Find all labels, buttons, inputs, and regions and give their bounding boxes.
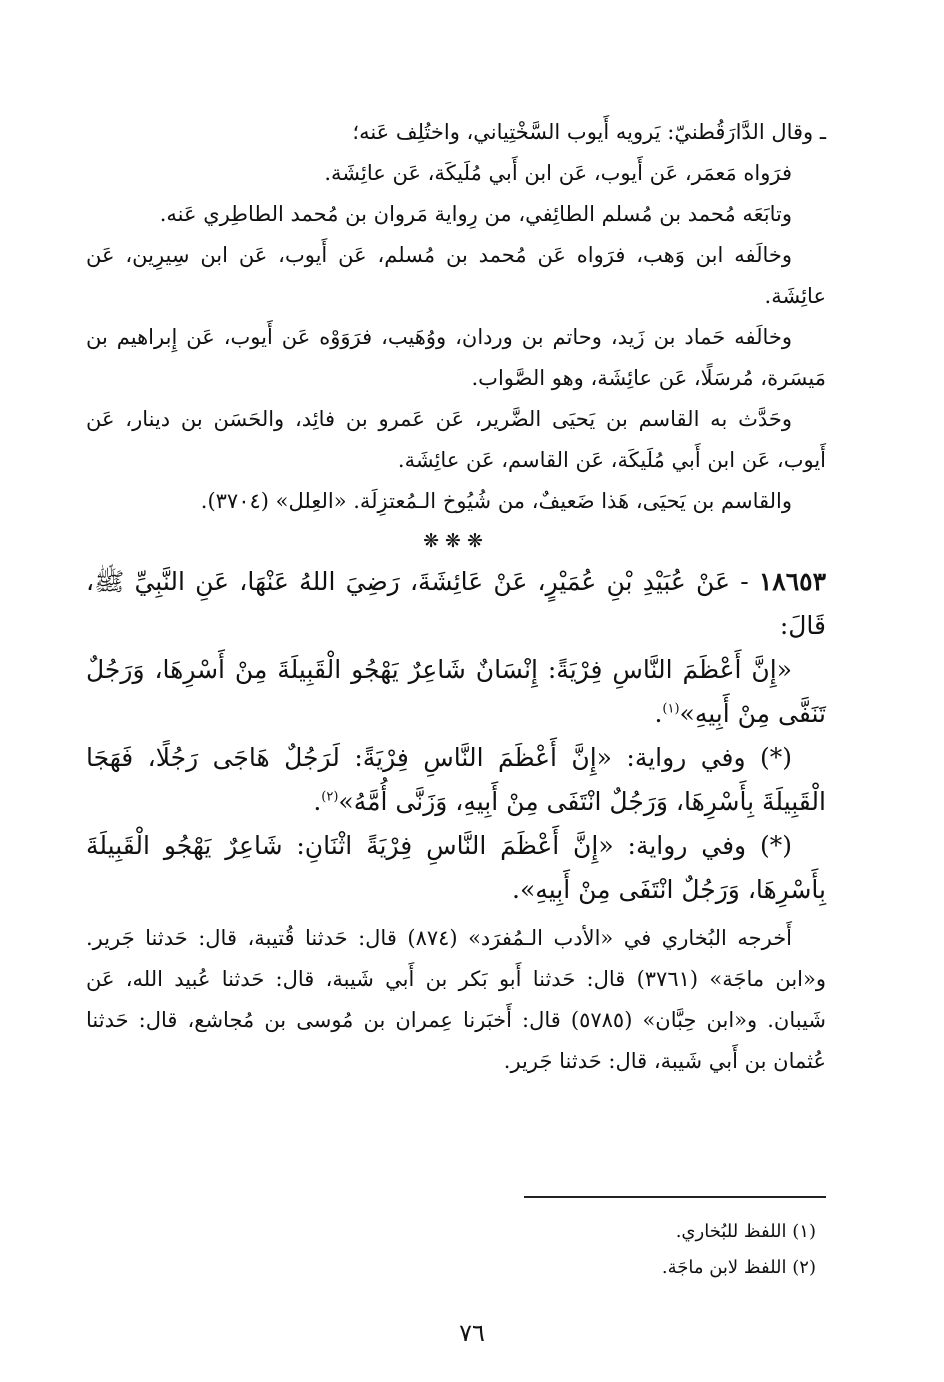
footnotes [86,1214,826,1286]
hadith-narration-1 [86,736,826,824]
page-body [86,112,826,1082]
hadith-isnad: عَنْ عُبَيْدِ بْنِ عُمَيْرٍ، عَنْ عَائِشَةَ، رَضِيَ اللهُ عَنْهَا، عَنِ النَّبِيِّ ﷺ، قَالَ: [86,567,826,640]
hadith-matn-text: «إِنَّ أَعْظَمَ النَّاسِ فِرْيَةً: إِنْسَانٌ شَاعِرٌ يَهْجُو الْقَبِيلَةَ مِنْ أَسْرِهَا، وَرَجُلٌ تَنَفَّى مِنْ أَبِيهِ» [86,655,826,728]
hadith-narration-2: (*) وفي رواية: «إِنَّ أَعْظَمَ النَّاسِ فِرْيَةً اثْنَانِ: شَاعِرٌ يَهْجُو الْقَبِيلَةَ بِأَسْرِهَا، وَرَجُلٌ انْتَفَى مِنْ أَبِيهِ». [86,831,826,904]
paragraph-ibn-wahb: وخالَفه ابن وَهب، فرَواه عَن مُحمد بن مُسلم، عَن أَيوب، عَن ابن سِيرِين، عَن عائِشَة. [86,243,826,308]
footnote-divider [524,1196,826,1198]
footnote-ref-1: (١) [662,701,680,717]
paragraph-tabaah: وتابَعَه مُحمد بن مُسلم الطائِفي، من رِواية مَروان بن مُحمد الطاطِري عَنه. [159,202,792,226]
hadith-dash: - [740,567,749,596]
footnote-ref-2: (٢) [321,789,339,805]
footnote-2: (٢) اللفظ لابن ماجَة. [661,1257,816,1278]
takhrij-paragraph: أَخرجه البُخاري في «الأدب الـمُفرَد» (٨٧٤) قال: حَدثنا قُتيبة، قال: حَدثنا جَرير. و«ابن ماجَة» (٣٧٦١) قال: حَدثنا أَبو بَكر بن أَبي شَيبة، قال: حَدثنا عُبيد الله، عَن شَيبان. و«ابن حِبَّان» (٥٧٨٥) قال: أَخبَرنا عِمران بن مُوسى بن مُجاشع، قال: حَدثنا عُثمان بن أَبي شَيبة، قال: حَدثنا جَرير. [86,926,826,1073]
paragraph-qasim-weak: والقاسم بن يَحيَى، هَذا ضَعيفٌ، من شُيُوخ الـمُعتزِلَة. «العِلل» (٣٧٠٤). [200,489,792,513]
hadith-header [86,560,826,648]
hadith-number: ١٨٦٥٣ [758,567,826,596]
page-number: ٧٦ [459,1319,485,1347]
hadith-matn: «إِنَّ أَعْظَمَ النَّاسِ فِرْيَةً: إِنْسَانٌ شَاعِرٌ يَهْجُو الْقَبِيلَةَ مِنْ أَسْرِهَا، وَرَجُلٌ تَنَفَّى مِنْ أَبِيهِ»$^{(١)}$. [86,655,826,728]
footnote-1: (١) اللفظ للبُخاري. [675,1221,816,1242]
paragraph-qasim-narration: وحَدَّث به القاسم بن يَحيَى الضَّرير، عَن عَمرو بن فائِد، والحَسَن بن دينار، عَن أَيوب، عَن ابن أَبي مُلَيكَة، عَن القاسم، عَن عائِشَة. [86,407,826,472]
paragraph-hammad: وخالَفه حَماد بن زَيد، وحاتم بن وردان، ووُهَيب، فرَوَوْه عَن أَيوب، عَن إِبراهيم بن مَيسَرة، مُرسَلًا، عَن عائِشَة، وهو الصَّواب. [86,325,826,390]
hadith-narration-1-text: (*) وفي رواية: «إِنَّ أَعْظَمَ النَّاسِ فِرْيَةً: لَرَجُلٌ هَاجَى رَجُلًا، فَهَجَا الْقَبِيلَةَ بِأَسْرِهَا، وَرَجُلٌ انْتَفَى مِنْ أَبِيهِ، وَزَنَّى أُمَّهُ» [86,743,826,816]
paragraph-mamar-narration: فرَواه مَعمَر، عَن أَيوب، عَن ابن أَبي مُلَيكَة، عَن عائِشَة. [324,161,792,185]
paragraph-daraqutni-intro: ـ وقال الدَّارَقُطنيّ: يَرويه أَيوب السَّخْتِياني، واختُلِف عَنه؛ [352,120,826,144]
section-separator: ❋❋❋ [423,530,489,552]
hadith-narration-1-end: . [313,787,322,816]
